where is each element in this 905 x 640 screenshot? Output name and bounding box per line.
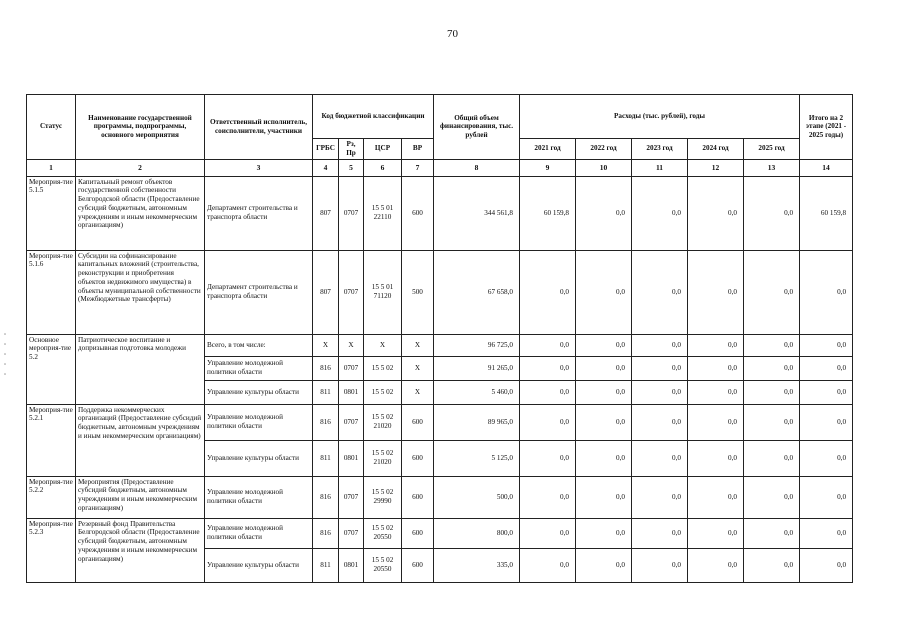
cell-year-2022: 0,0: [576, 476, 632, 518]
cell-name: Субсидии на софинансирование капитальных вложений (строительства, реконструкции и приобретения объектов недвижимого имущества) в объекты муниципальной собственности (Межбюджетные трансферты): [76, 250, 205, 334]
cell-year-2023: 0,0: [632, 518, 688, 548]
header-year-2022: 2022 год: [576, 139, 632, 160]
cell-year-2025: 0,0: [744, 334, 800, 356]
cell-year-2023: 0,0: [632, 176, 688, 250]
col-number: 10: [576, 159, 632, 176]
table-row: [27, 250, 853, 334]
cell-total-volume: 5 460,0: [434, 380, 520, 404]
cell-year-2022: 0,0: [576, 176, 632, 250]
cell-status: Мероприя-тие 5.2.2: [27, 476, 76, 518]
cell-year-2023: 0,0: [632, 440, 688, 476]
cell-year-2024: 0,0: [688, 356, 744, 380]
cell-year-2024: 0,0: [688, 440, 744, 476]
cell-executor: Управление молодежной политики области: [205, 518, 313, 548]
cell-status: Мероприя-тие 5.2.3: [27, 518, 76, 582]
cell-vr: 600: [402, 404, 434, 440]
cell-rzpr: Х: [339, 334, 364, 356]
page-number: 70: [447, 28, 458, 40]
cell-year-2024: 0,0: [688, 404, 744, 440]
cell-year-2022: 0,0: [576, 380, 632, 404]
cell-grbs: 811: [313, 380, 339, 404]
header-grbs: ГРБС: [313, 139, 339, 160]
cell-year-2022: 0,0: [576, 440, 632, 476]
header-year-2023: 2023 год: [632, 139, 688, 160]
cell-year-2025: 0,0: [744, 250, 800, 334]
cell-vr: 500: [402, 250, 434, 334]
col-number: 6: [364, 159, 402, 176]
header-year-2021: 2021 год: [520, 139, 576, 160]
cell-total-volume: 89 965,0: [434, 404, 520, 440]
cell-rzpr: 0707: [339, 356, 364, 380]
cell-year-2025: 0,0: [744, 404, 800, 440]
column-number-row: [27, 159, 853, 176]
cell-rzpr: 0707: [339, 518, 364, 548]
cell-year-2024: 0,0: [688, 176, 744, 250]
cell-year-2022: 0,0: [576, 518, 632, 548]
cell-executor: Управление молодежной политики области: [205, 476, 313, 518]
cell-total-volume: 96 725,0: [434, 334, 520, 356]
cell-year-2023: 0,0: [632, 404, 688, 440]
cell-executor: Всего, в том числе:: [205, 334, 313, 356]
cell-year-2022: 0,0: [576, 404, 632, 440]
cell-year-2021: 0,0: [520, 250, 576, 334]
cell-status: Основное мероприя-тие 5.2: [27, 334, 76, 404]
cell-grbs: 816: [313, 476, 339, 518]
cell-grbs: 807: [313, 250, 339, 334]
cell-year-2025: 0,0: [744, 176, 800, 250]
cell-name: Поддержка некоммерческих организаций (Предоставление субсидий бюджетным, автономным учреждениям и иным некоммерческим организациям): [76, 404, 205, 476]
cell-year-2025: 0,0: [744, 356, 800, 380]
cell-csr: 15 5 02 20550: [364, 518, 402, 548]
cell-grbs: 807: [313, 176, 339, 250]
cell-csr: 15 5 02 29990: [364, 476, 402, 518]
col-number: 4: [313, 159, 339, 176]
cell-rzpr: 0707: [339, 176, 364, 250]
cell-grbs: Х: [313, 334, 339, 356]
cell-csr: 15 5 02 20550: [364, 548, 402, 582]
cell-csr: Х: [364, 334, 402, 356]
header-rzpr: Рз, Пр: [339, 139, 364, 160]
cell-total-stage: 0,0: [800, 440, 853, 476]
cell-grbs: 816: [313, 404, 339, 440]
cell-year-2024: 0,0: [688, 518, 744, 548]
cell-grbs: 816: [313, 356, 339, 380]
cell-year-2024: 0,0: [688, 476, 744, 518]
cell-executor: Управление молодежной политики области: [205, 356, 313, 380]
header-expenses: Расходы (тыс. рублей), годы: [520, 95, 800, 139]
cell-year-2021: 0,0: [520, 356, 576, 380]
cell-total-stage: 0,0: [800, 356, 853, 380]
cell-rzpr: 0707: [339, 404, 364, 440]
col-number: 1: [27, 159, 76, 176]
cell-total-volume: 91 265,0: [434, 356, 520, 380]
table-row: [27, 176, 853, 250]
cell-name: Капитальный ремонт объектов государственной собственности Белгородской области (Предоставление субсидий бюджетным, автономным учреждениям и иным некоммерческим организациям): [76, 176, 205, 250]
cell-total-stage: 0,0: [800, 548, 853, 582]
cell-total-volume: 67 658,0: [434, 250, 520, 334]
cell-year-2021: 0,0: [520, 334, 576, 356]
cell-name: Резервный фонд Правительства Белгородской области (Предоставление субсидий бюджетным, автономным учреждениям и иным некоммерческим организациям): [76, 518, 205, 582]
cell-total-stage: 0,0: [800, 518, 853, 548]
cell-rzpr: 0801: [339, 380, 364, 404]
cell-total-volume: 344 561,8: [434, 176, 520, 250]
col-number: 8: [434, 159, 520, 176]
header-year-2025: 2025 год: [744, 139, 800, 160]
cell-executor: Управление молодежной политики области: [205, 404, 313, 440]
cell-total-stage: 0,0: [800, 250, 853, 334]
header-total-stage: Итого на 2 этапе (2021 - 2025 годы): [800, 95, 853, 160]
cell-csr: 15 5 01 22110: [364, 176, 402, 250]
cell-total-stage: 0,0: [800, 476, 853, 518]
cell-vr: Х: [402, 356, 434, 380]
cell-total-volume: 335,0: [434, 548, 520, 582]
cell-vr: Х: [402, 380, 434, 404]
table-row: [27, 518, 853, 548]
cell-csr: 15 5 02: [364, 356, 402, 380]
header-budget-code: Код бюджетной классификации: [313, 95, 434, 139]
cell-year-2025: 0,0: [744, 440, 800, 476]
cell-grbs: 811: [313, 440, 339, 476]
cell-name: Патриотическое воспитание и допризывная подготовка молодежи: [76, 334, 205, 404]
header-vr: ВР: [402, 139, 434, 160]
cell-executor: Управление культуры области: [205, 380, 313, 404]
cell-vr: 600: [402, 518, 434, 548]
header-name: Наименование государственной программы, подпрограммы, основного мероприятия: [76, 95, 205, 160]
table-row: [27, 334, 853, 356]
cell-year-2024: 0,0: [688, 380, 744, 404]
cell-csr: 15 5 02 21020: [364, 404, 402, 440]
cell-year-2022: 0,0: [576, 250, 632, 334]
cell-rzpr: 0801: [339, 440, 364, 476]
cell-year-2021: 60 159,8: [520, 176, 576, 250]
cell-status: Мероприя-тие 5.1.6: [27, 250, 76, 334]
cell-year-2024: 0,0: [688, 334, 744, 356]
cell-grbs: 811: [313, 548, 339, 582]
cell-total-stage: 60 159,8: [800, 176, 853, 250]
table-row: [27, 404, 853, 440]
cell-vr: 600: [402, 476, 434, 518]
col-number: 3: [205, 159, 313, 176]
cell-total-volume: 500,0: [434, 476, 520, 518]
header-executor: Ответственный исполнитель, соисполнители, участники: [205, 95, 313, 160]
cell-status: Мероприя-тие 5.1.5: [27, 176, 76, 250]
cell-year-2025: 0,0: [744, 380, 800, 404]
cell-executor: Управление культуры области: [205, 548, 313, 582]
cell-year-2022: 0,0: [576, 334, 632, 356]
cell-name: Мероприятия (Предоставление субсидий бюджетным, автономным учреждениям и иным некоммерческим организациям): [76, 476, 205, 518]
cell-rzpr: 0801: [339, 548, 364, 582]
cell-vr: 600: [402, 440, 434, 476]
cell-total-stage: 0,0: [800, 404, 853, 440]
cell-csr: 15 5 02 21020: [364, 440, 402, 476]
col-number: 13: [744, 159, 800, 176]
financing-table: [26, 94, 853, 583]
col-number: 11: [632, 159, 688, 176]
header-status: Статус: [27, 95, 76, 160]
cell-year-2022: 0,0: [576, 548, 632, 582]
cell-year-2021: 0,0: [520, 404, 576, 440]
cell-total-volume: 5 125,0: [434, 440, 520, 476]
cell-year-2023: 0,0: [632, 250, 688, 334]
cell-vr: 600: [402, 176, 434, 250]
cell-vr: 600: [402, 548, 434, 582]
cell-year-2021: 0,0: [520, 380, 576, 404]
cell-year-2023: 0,0: [632, 548, 688, 582]
cell-executor: Управление культуры области: [205, 440, 313, 476]
header-csr: ЦСР: [364, 139, 402, 160]
cell-executor: Департамент строительства и транспорта области: [205, 176, 313, 250]
cell-vr: Х: [402, 334, 434, 356]
cell-total-stage: 0,0: [800, 334, 853, 356]
cell-year-2021: 0,0: [520, 548, 576, 582]
header-year-2024: 2024 год: [688, 139, 744, 160]
cell-year-2025: 0,0: [744, 518, 800, 548]
col-number: 9: [520, 159, 576, 176]
header-total-volume: Общий объем финансирования, тыс. рублей: [434, 95, 520, 160]
cell-year-2023: 0,0: [632, 380, 688, 404]
cell-rzpr: 0707: [339, 476, 364, 518]
cell-year-2025: 0,0: [744, 476, 800, 518]
cell-csr: 15 5 01 71120: [364, 250, 402, 334]
cell-rzpr: 0707: [339, 250, 364, 334]
cell-executor: Департамент строительства и транспорта области: [205, 250, 313, 334]
table-row: [27, 476, 853, 518]
cell-year-2023: 0,0: [632, 334, 688, 356]
cell-year-2021: 0,0: [520, 518, 576, 548]
scan-artifact-mark: [2, 330, 8, 376]
cell-year-2022: 0,0: [576, 356, 632, 380]
col-number: 12: [688, 159, 744, 176]
table-body: [27, 176, 853, 582]
cell-year-2024: 0,0: [688, 250, 744, 334]
cell-year-2023: 0,0: [632, 356, 688, 380]
cell-year-2021: 0,0: [520, 476, 576, 518]
col-number: 7: [402, 159, 434, 176]
cell-grbs: 816: [313, 518, 339, 548]
cell-total-volume: 800,0: [434, 518, 520, 548]
col-number: 14: [800, 159, 853, 176]
cell-year-2021: 0,0: [520, 440, 576, 476]
cell-csr: 15 5 02: [364, 380, 402, 404]
cell-total-stage: 0,0: [800, 380, 853, 404]
cell-year-2024: 0,0: [688, 548, 744, 582]
col-number: 5: [339, 159, 364, 176]
table-header: [27, 95, 853, 177]
cell-year-2025: 0,0: [744, 548, 800, 582]
cell-status: Мероприя-тие 5.2.1: [27, 404, 76, 476]
cell-year-2023: 0,0: [632, 476, 688, 518]
col-number: 2: [76, 159, 205, 176]
